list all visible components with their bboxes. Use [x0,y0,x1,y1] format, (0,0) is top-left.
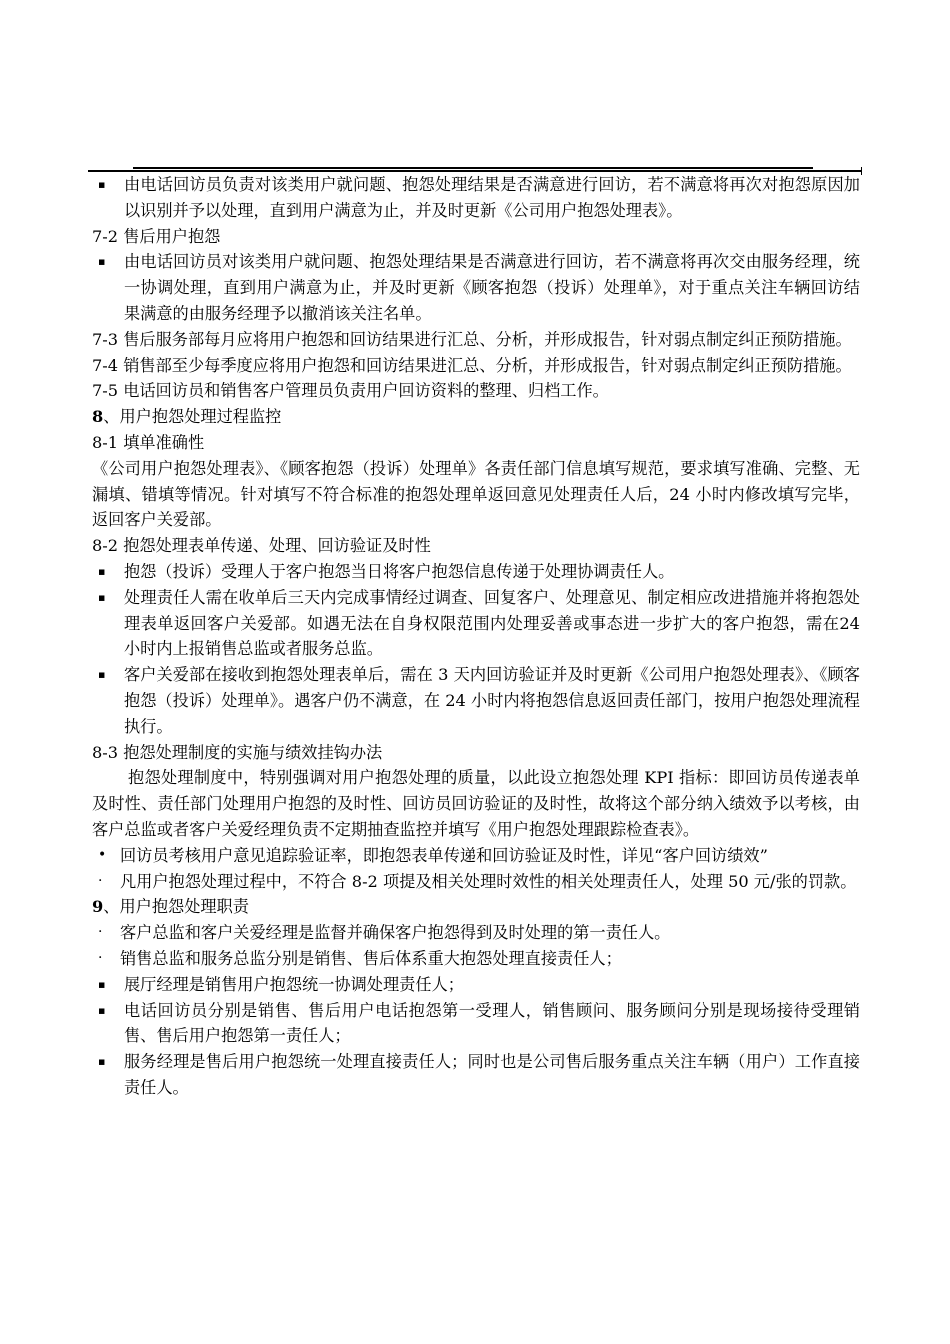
bullet-square-icon: ▪ [98,668,106,682]
paragraph-7-3: 7-3 售后服务部每月应将用户抱怨和回访结果进行汇总、分析，并形成报告，针对弱点制定纠正预防措施。 [92,329,852,349]
list-item: · 客户总监和客户关爱经理是监督并确保客户抱怨得到及时处理的第一责任人。 [92,920,860,946]
bullet-middot-icon: · [98,949,103,966]
document-body [92,172,860,1101]
section-heading-8-2: 8-2 抱怨处理表单传递、处理、回访验证及时性 [92,536,431,556]
list-item: · 销售总监和服务总监分别是销售、售后体系重大抱怨处理直接责任人； [92,946,860,972]
paragraph-8-3: 抱怨处理制度中，特别强调对用户抱怨处理的质量，以此设立抱怨处理 KPI 指标：即回访员传递表单及时性、责任部门处理用户抱怨的及时性、回访员回访验证的及时性，故将这个部分纳入绩效予以考核，由客户总监或者客户关爱经理负责不定期抽查监控并填写《用户抱怨处理跟踪检查表》。 [92,768,860,839]
section-heading-8: 8、用户抱怨处理过程监控 [92,407,282,427]
bullet-middot-icon: · [98,924,103,941]
section-heading-8-3: 8-3 抱怨处理制度的实施与绩效挂钩办法 [92,742,383,762]
paragraph-8-1: 《公司用户抱怨处理表》、《顾客抱怨（投诉）处理单》各责任部门信息填写规范，要求填写准确、完整、无漏填、错填等情况。针对填写不符合标准的抱怨处理单返回意见处理责任人后，24 小时内修改填写完毕，返回客户关爱部。 [92,458,860,530]
list-item: ▪ 由电话回访员负责对该类用户就问题、抱怨处理结果是否满意进行回访，若不满意将再次对抱怨原因加以识别并予以处理，直到用户满意为止，并及时更新《公司用户抱怨处理表》。 [92,172,860,224]
bullet-square-icon: ▪ [98,977,106,991]
bullet-dot-icon: • [98,846,107,863]
list-item: ▪ 展厅经理是销售用户抱怨统一协调处理责任人； [92,972,860,998]
bullet-square-icon: ▪ [98,1003,106,1017]
paragraph-7-5: 7-5 电话回访员和销售客户管理员负责用户回访资料的整理、归档工作。 [92,381,609,401]
list-item: · 凡用户抱怨处理过程中，不符合 8-2 项提及相关处理时效性的相关处理责任人，处理 50 元/张的罚款。 [92,869,860,895]
list-item: ▪ 由电话回访员对该类用户就问题、抱怨处理结果是否满意进行回访，若不满意将再次交由服务经理，统一协调处理，直到用户满意为止，并及时更新《顾客抱怨（投诉）处理单》，对于重点关注车辆回访结果满意的由服务经理予以撤消该关注名单。 [92,249,860,326]
section-heading-8-1: 8-1 填单准确性 [92,432,205,452]
list-item: ▪ 抱怨（投诉）受理人于客户抱怨当日将客户抱怨信息传递于处理协调责任人。 [92,559,860,585]
paragraph-7-4: 7-4 销售部至少每季度应将用户抱怨和回访结果进汇总、分析，并形成报告，针对弱点制定纠正预防措施。 [92,355,852,375]
bullet-square-icon: ▪ [98,255,106,269]
bullet-middot-icon: · [98,872,103,889]
list-item: ▪ 电话回访员分别是销售、售后用户电话抱怨第一受理人，销售顾问、服务顾问分别是现场接待受理销售、售后用户抱怨第一责任人； [92,998,860,1050]
section-heading-7-2: 7-2 售后用户抱怨 [92,226,221,246]
header-rule-tick [861,167,862,175]
header-rule-top [133,167,813,169]
list-item: • 回访员考核用户意见追踪验证率，即抱怨表单传递和回访验证及时性，详见“客户回访绩效” [92,843,860,869]
list-item: ▪ 处理责任人需在收单后三天内完成事情经过调查、回复客户、处理意见、制定相应改进措施并将抱怨处理表单返回客户关爱部。如遇无法在自身权限范围内处理妥善或事态进一步扩大的客户抱怨，需在24 小时内上报销售总监或者服务总监。 [92,585,860,662]
bullet-square-icon: ▪ [98,590,106,604]
section-heading-9: 9、用户抱怨处理职责 [92,897,249,917]
bullet-square-icon: ▪ [98,178,106,191]
list-item: ▪ 服务经理是售后用户抱怨统一处理直接责任人；同时也是公司售后服务重点关注车辆（用户）工作直接责任人。 [92,1049,860,1101]
bullet-square-icon: ▪ [98,1055,106,1069]
list-item: ▪ 客户关爱部在接收到抱怨处理表单后，需在 3 天内回访验证并及时更新《公司用户抱怨处理表》、《顾客抱怨（投诉）处理单》。遇客户仍不满意，在 24 小时内将抱怨信息返回责任部门，按用户抱怨处理流程执行。 [92,662,860,739]
bullet-square-icon: ▪ [98,564,106,578]
